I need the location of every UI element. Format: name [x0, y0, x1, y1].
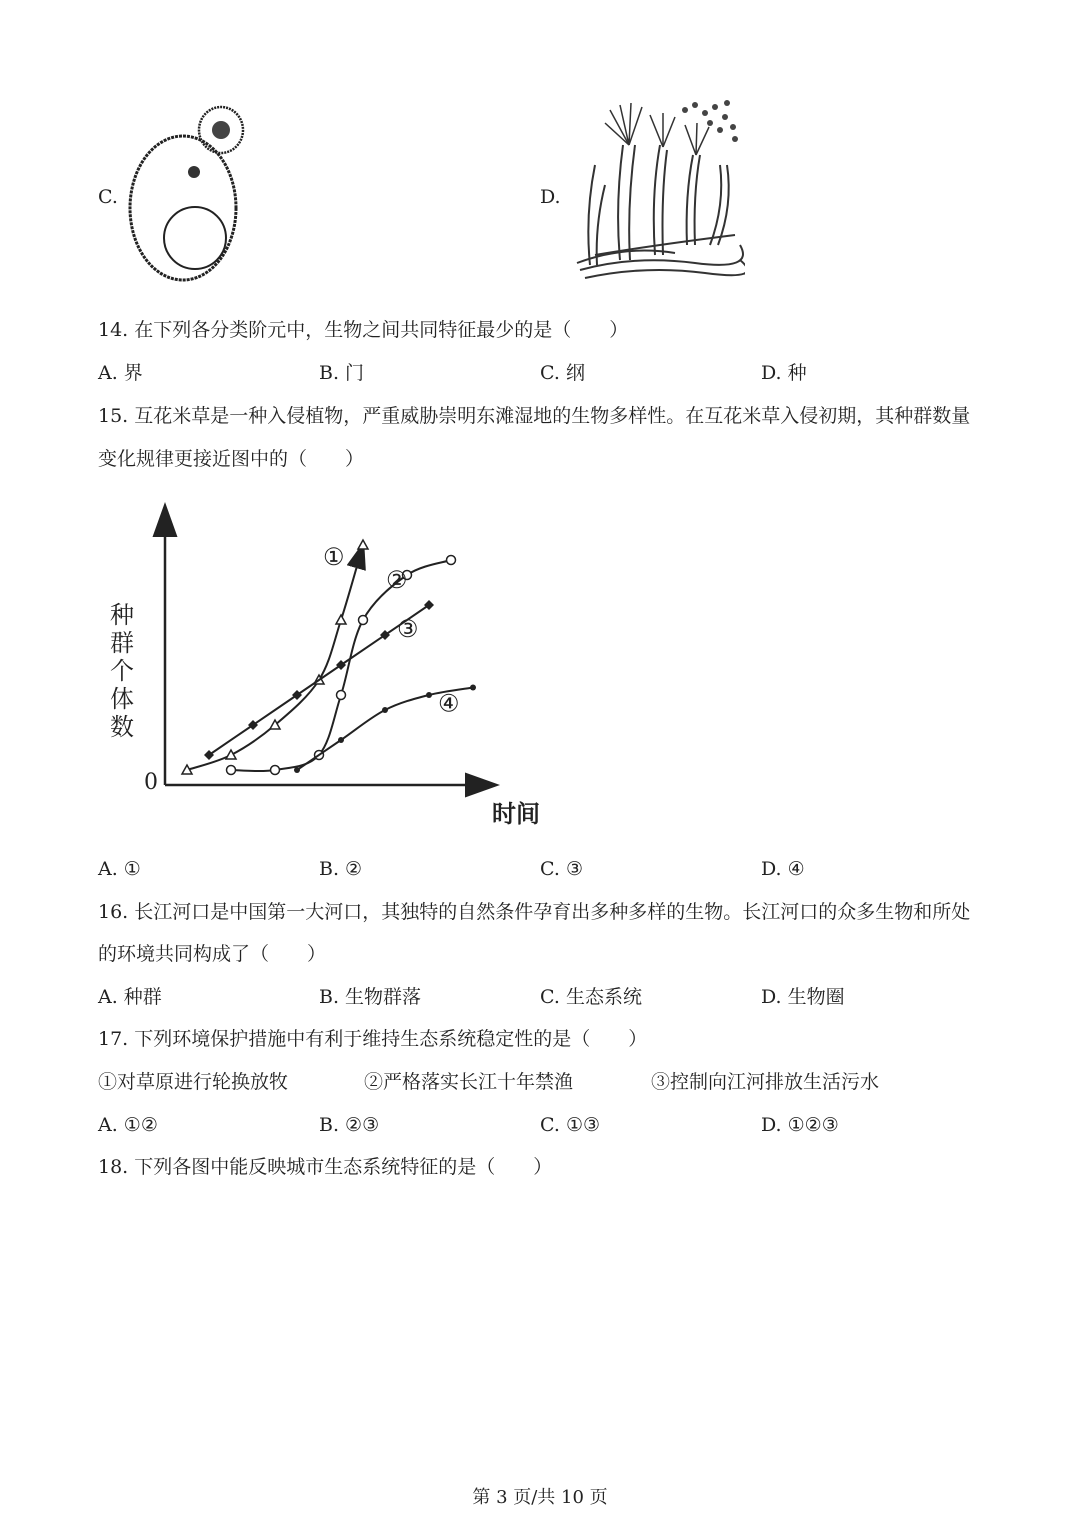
q16-stem-line1: 16. 长江河口是中国第一大河口，其独特的自然条件孕育出多种多样的生物。长江河口的众多生物和所处 [98, 901, 971, 923]
series-line-3 [209, 605, 429, 755]
q16-stem-line2: 的环境共同构成了（ ） [98, 943, 327, 965]
q17-option-c[interactable]: C. ①③ [540, 1114, 601, 1136]
q14-option-a[interactable]: A. 界 [98, 362, 143, 384]
series-label-2: ② [386, 566, 408, 594]
series-2-point-5 [359, 616, 368, 625]
x-axis-label: 时间 [492, 799, 540, 828]
penicillium-mold-figure [575, 95, 745, 285]
q17-stem: 17. 下列环境保护措施中有利于维持生态系统稳定性的是（ ） [98, 1028, 648, 1050]
q17-option-d[interactable]: D. ①②③ [761, 1114, 839, 1136]
option-d-label: D. [540, 186, 561, 208]
q16-option-d[interactable]: D. 生物圈 [761, 986, 845, 1008]
q17-item-3: ③控制向江河排放生活污水 [651, 1071, 880, 1093]
series-1-point-6 [358, 540, 368, 549]
q17-option-b[interactable]: B. ②③ [319, 1114, 380, 1136]
series-3 [204, 600, 434, 760]
series-line-1 [187, 545, 363, 770]
y-axis-label [110, 601, 134, 741]
series-4-point-4 [426, 692, 432, 698]
q17-item-2: ②严格落实长江十年禁渔 [364, 1071, 574, 1093]
yeast-cell-figure [125, 95, 255, 290]
q14-option-d[interactable]: D. 种 [761, 362, 807, 384]
population-growth-chart [100, 495, 540, 840]
series-4-point-2 [338, 737, 344, 743]
q14-stem: 14. 在下列各分类阶元中，生物之间共同特征最少的是（ ） [98, 319, 629, 341]
page-footer: 第 3 页/共 10 页 [472, 1487, 608, 1508]
q16-option-c[interactable]: C. 生态系统 [540, 986, 642, 1008]
series-label-3: ③ [397, 615, 419, 643]
q15-stem-line2: 变化规律更接近图中的（ ） [98, 448, 365, 470]
origin-label: 0 [144, 770, 158, 795]
option-c-label: C. [98, 186, 118, 208]
q14-option-b[interactable]: B. 门 [319, 362, 365, 384]
q18-stem: 18. 下列各图中能反映城市生态系统特征的是（ ） [98, 1156, 553, 1178]
series-4 [294, 685, 476, 774]
series-label-1: ① [323, 543, 345, 571]
q15-option-b[interactable]: B. ② [319, 858, 363, 880]
series-1-point-2 [226, 750, 236, 759]
series-2-point-2 [271, 766, 280, 775]
series-2-point-7 [447, 556, 456, 565]
series-1-point-5 [336, 615, 346, 624]
q15-stem-line1: 15. 互花米草是一种入侵植物，严重威胁崇明东滩湿地的生物多样性。在互花米草入侵初期，其种群数量 [98, 405, 971, 427]
series-label-4: ④ [438, 689, 460, 718]
y-axis-label-text: 种群个体数 [110, 601, 134, 741]
q17-option-a[interactable]: A. ①② [98, 1114, 158, 1136]
q17-item-1: ①对草原进行轮换放牧 [98, 1071, 289, 1093]
series-4-point-1 [294, 767, 300, 773]
q15-option-d[interactable]: D. ④ [761, 858, 805, 880]
q15-option-c[interactable]: C. ③ [540, 858, 583, 880]
series-2-point-4 [337, 691, 346, 700]
series-2-point-1 [227, 766, 236, 775]
q15-option-a[interactable]: A. ① [98, 858, 141, 880]
series-4-point-5 [470, 685, 476, 691]
q16-option-a[interactable]: A. 种群 [98, 986, 162, 1008]
q14-option-c[interactable]: C. 纲 [540, 362, 585, 384]
q16-option-b[interactable]: B. 生物群落 [319, 986, 422, 1008]
series-4-point-3 [382, 707, 388, 713]
